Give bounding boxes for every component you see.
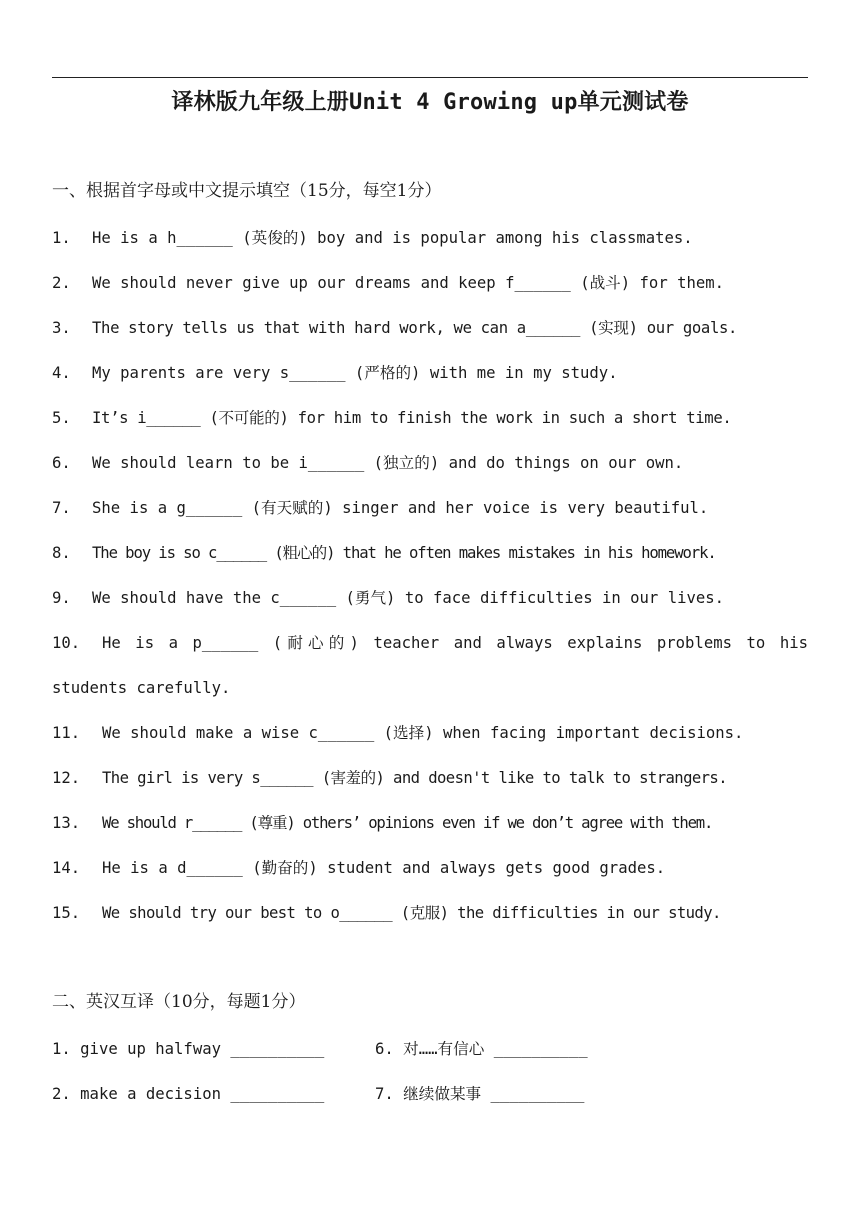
question-8 <box>52 541 808 565</box>
question-text: The girl is very s______ (害羞的) and doesn't like to talk to strangers. <box>102 769 728 787</box>
question-text: He is a d______ (勤奋的) student and always gets good grades. <box>102 859 666 877</box>
page-title: 译林版九年级上册Unit 4 Growing up单元测试卷 <box>171 90 689 115</box>
question-text: My parents are very s______ (严格的) with me in my study. <box>92 364 618 382</box>
question-text: He is a p______ (耐心的) teacher and always explains problems to his <box>102 634 808 652</box>
question-11 <box>52 721 808 745</box>
question-13 <box>52 811 808 835</box>
question-number: 15. <box>52 904 81 922</box>
question-text: He is a h______ (英俊的) boy and is popular among his classmates. <box>92 229 693 247</box>
question-15 <box>52 901 808 925</box>
question-text: It’s i______ (不可能的) for him to finish the work in such a short time. <box>92 409 732 427</box>
question-text: We should try our best to o______ (克服) the difficulties in our study. <box>102 904 721 922</box>
question-number: 1. <box>52 229 71 247</box>
question-number: 4. <box>52 364 71 382</box>
question-number: 9. <box>52 589 71 607</box>
question-text: The boy is so c______ (粗心的) that he often makes mistakes in his homework. <box>92 544 716 562</box>
question-text: The story tells us that with hard work, we can a______ (实现) our goals. <box>92 319 738 337</box>
question-3 <box>52 316 808 340</box>
question-number: 2. <box>52 274 71 292</box>
translation-item: 6. 对……有信心 __________ <box>375 1040 588 1058</box>
question-12 <box>52 766 808 790</box>
question-text: We should never give up our dreams and keep f______ (战斗) for them. <box>92 274 725 292</box>
question-10-continuation <box>52 676 808 700</box>
question-text: We should r______ (尊重) others’ opinions even if we don’t agree with them. <box>102 814 713 832</box>
question-text: She is a g______ (有天赋的) singer and her voice is very beautiful. <box>92 499 709 517</box>
question-14 <box>52 856 808 880</box>
question-10 <box>52 631 808 655</box>
translation-item: 1. give up halfway __________ <box>52 1040 325 1058</box>
question-4 <box>52 361 808 385</box>
question-number: 3. <box>52 319 71 337</box>
question-5 <box>52 406 808 430</box>
question-7 <box>52 496 808 520</box>
question-2 <box>52 271 808 295</box>
section-2-heading: 二、英汉互译（10分，每题1分） <box>52 992 306 1012</box>
question-number: 11. <box>52 724 81 742</box>
question-9 <box>52 586 808 610</box>
question-number: 8. <box>52 544 71 562</box>
question-6 <box>52 451 808 475</box>
translation-item: 2. make a decision __________ <box>52 1085 325 1103</box>
question-text: We should have the c______ (勇气) to face difficulties in our lives. <box>92 589 725 607</box>
question-number: 14. <box>52 859 81 877</box>
question-number: 12. <box>52 769 81 787</box>
translation-item: 7. 继续做某事 __________ <box>375 1085 585 1103</box>
question-number: 6. <box>52 454 71 472</box>
question-1 <box>52 226 808 250</box>
header-rule <box>52 77 808 78</box>
question-text: We should learn to be i______ (独立的) and do things on our own. <box>92 454 684 472</box>
question-text: We should make a wise c______ (选择) when facing important decisions. <box>102 724 744 742</box>
question-number: 5. <box>52 409 71 427</box>
question-number: 10. <box>52 634 81 652</box>
question-text-continuation: students carefully. <box>52 679 231 697</box>
question-number: 7. <box>52 499 71 517</box>
section-1-heading: 一、根据首字母或中文提示填空（15分，每空1分） <box>52 181 442 201</box>
question-number: 13. <box>52 814 81 832</box>
